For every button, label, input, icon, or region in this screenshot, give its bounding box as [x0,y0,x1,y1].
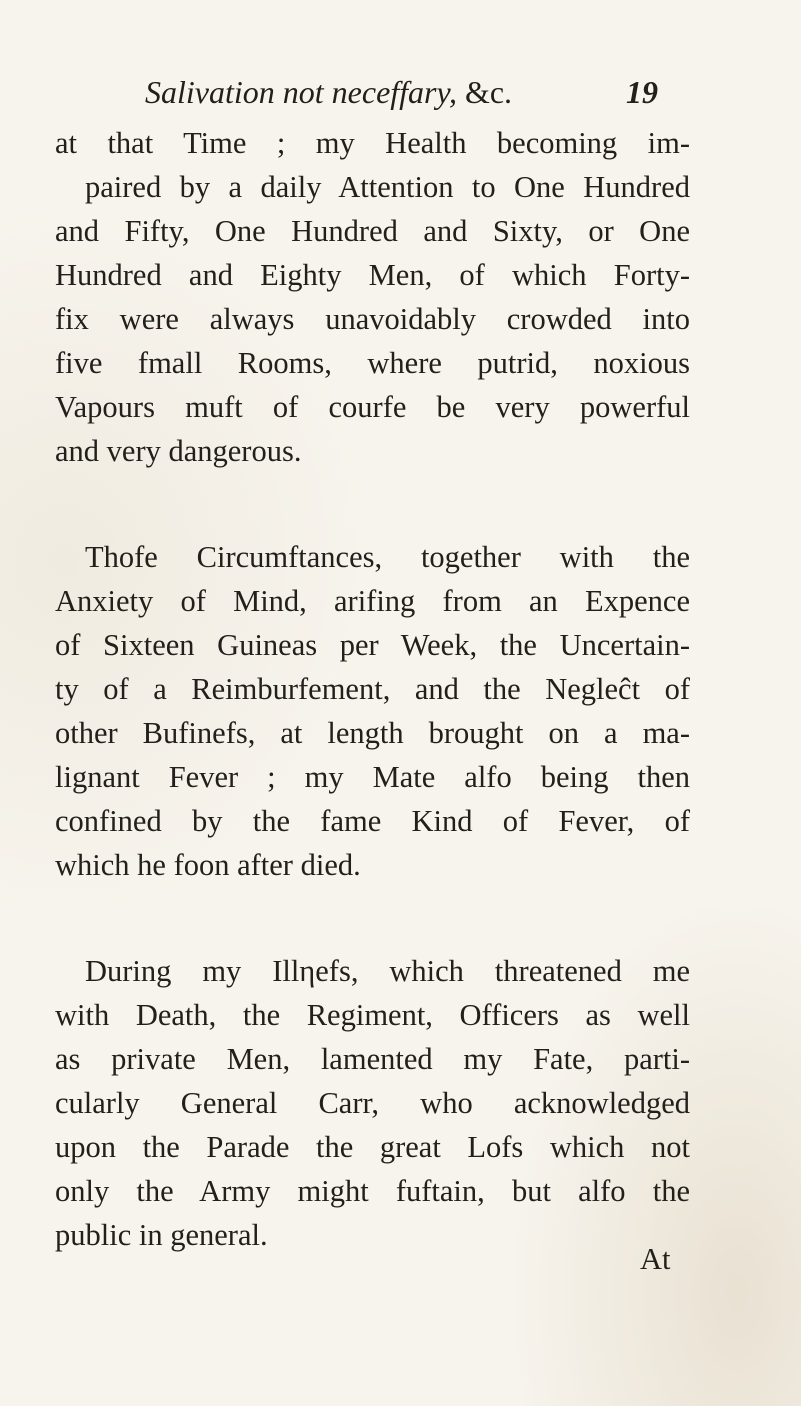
text-line: only the Army might fuftain, but alfo the [55,1174,690,1208]
text-line: five fmall Rooms, where putrid, noxious [55,346,690,380]
running-title: Salivation not neceffary, [145,74,457,110]
text-line: as private Men, lamented my Fate, parti- [55,1042,690,1076]
running-head [145,70,665,114]
text-line: Vapours muft of courfe be very powerful [55,390,690,424]
text-line: and Fifty, One Hundred and Sixty, or One [55,214,690,248]
paragraph-gap [55,887,690,949]
text-line: with Death, the Regiment, Officers as well [55,998,690,1032]
text-line: other Bufinefs, at length brought on a ma- [55,716,690,750]
text-line: paired by a daily Attention to One Hundred [85,170,690,204]
text-line: of Sixteen Guineas per Week, the Uncertain- [55,628,690,662]
text-line: lignant Fever ; my Mate alfo being then [55,760,690,794]
text-line: Hundred and Eighty Men, of which Forty- [55,258,690,292]
text-line: ty of a Reimburfement, and the Negleĉt of [55,672,690,706]
text-line: public in general. [55,1218,268,1252]
text-line: which he foon after died. [55,848,361,882]
paragraph-gap [55,473,690,535]
body-text [55,121,690,1257]
text-line: During my Illηefs, which threatened me [85,954,690,988]
paragraph-2 [55,535,690,887]
running-head-etc: &c. [464,74,513,110]
text-line: confined by the fame Kind of Fever, of [55,804,690,838]
page-number: 19 [626,74,658,110]
catchword: At [640,1242,671,1276]
text-line: upon the Parade the great Lofs which not [55,1130,690,1164]
paragraph-3 [55,949,690,1257]
paragraph-1 [55,121,690,473]
text-line: and very dangerous. [55,434,302,468]
text-line: Thofe Circumftances, together with the [85,540,690,574]
text-line: Anxiety of Mind, arifing from an Expence [55,584,690,618]
text-line: at that Time ; my Health becoming im- [55,126,690,160]
text-line: fix were always unavoidably crowded into [55,302,690,336]
text-line: cularly General Carr, who acknowledged [55,1086,690,1120]
